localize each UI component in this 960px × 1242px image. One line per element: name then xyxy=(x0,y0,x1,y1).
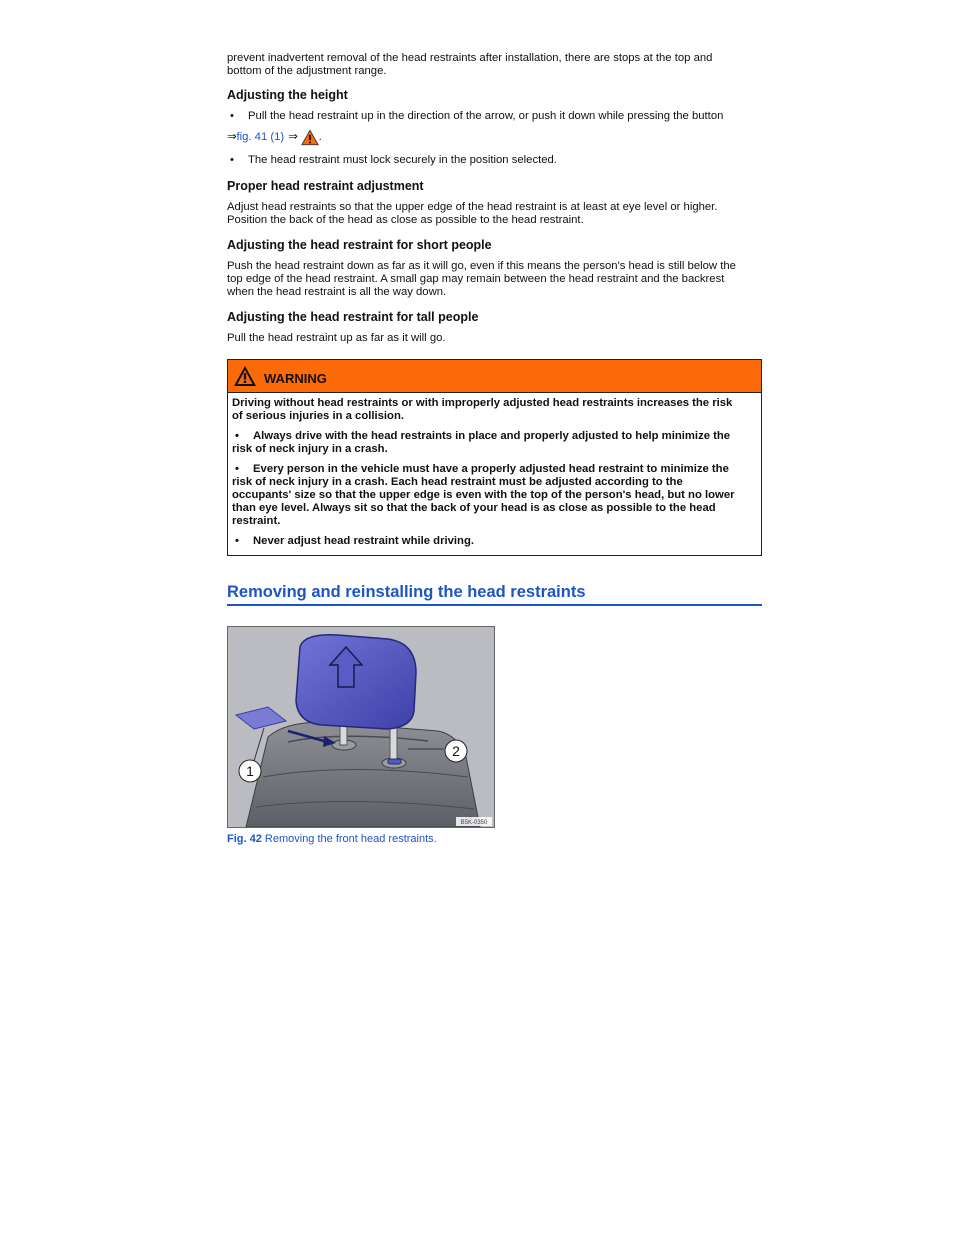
figure-code: B5K-0350 xyxy=(460,820,488,826)
fig-41-link[interactable]: fig. 41 (1) xyxy=(236,131,285,143)
figure-head-restraint xyxy=(227,626,495,828)
warning-box xyxy=(227,359,762,556)
intro-paragraph: prevent inadvertent removal of the head restraints after installation, there are stops at the top and bottom of the adjustment range. xyxy=(227,52,713,77)
figure-label: Fig. 42 xyxy=(227,833,262,845)
list-item: • Never adjust head restraint while driving. xyxy=(235,535,474,547)
callout-2: 2 xyxy=(452,743,460,759)
figure-caption xyxy=(227,833,437,846)
section-heading xyxy=(227,583,762,606)
warning-triangle-icon[interactable] xyxy=(301,129,319,146)
list-item: • Always drive with the head restraints in place and properly adjusted to help minimize the xyxy=(235,430,731,442)
warning-triangle-icon xyxy=(233,365,257,387)
warning-intro: Driving without head restraints or with improperly adjusted head restraints increases the risk of serious injuries in a collision. xyxy=(232,397,733,422)
section-divider xyxy=(227,604,762,606)
figure-caption-text: Removing the front head restraints. xyxy=(264,833,437,845)
list-item: • The head restraint must lock securely in the position selected. xyxy=(230,154,557,166)
warning-header xyxy=(228,360,761,393)
heading-tall-people: Adjusting the head restraint for tall people xyxy=(227,310,479,324)
paragraph: Push the head restraint down as far as it will go, even if this means the person's head is still below the top edge of the head restraint. A small gap may remain between the head restraint and the backrest when the head restraint is all the way down. xyxy=(227,260,736,298)
warning-body: Driving without head restraints or with improperly adjusted head restraints increases the risk of serious injuries in a collision. • Always drive with the head restraints in place and properly adjusted to help minimize the risk of neck injury in a crash. • Every person in the vehicle must have a properly adjusted head restraint to minimize the risk of neck injury in a crash. Each head restraint must be adjusted according to the occupants' size so that the upper edge is even with the top of the person's head, but no lower than eye level. Always sit so that the back of your head is as close as possible to the head restraint. • Never adjust head restraint while driving. xyxy=(228,393,761,548)
page-content xyxy=(227,52,762,356)
list-item: • Every person in the vehicle must have a properly adjusted head restraint to minimize the xyxy=(235,463,729,475)
callout-1: 1 xyxy=(246,763,254,779)
warning-title: WARNING xyxy=(264,370,327,386)
list-item: • Pull the head restraint up in the direction of the arrow, or push it down while pressing the button xyxy=(230,110,724,122)
paragraph: Pull the head restraint up as far as it will go. xyxy=(227,332,446,344)
head-restraint-illustration xyxy=(228,627,494,827)
section-title: Removing and reinstalling the head restraints xyxy=(227,583,586,601)
paragraph: Adjust head restraints so that the upper edge of the head restraint is at least at eye level or higher. Position the back of the head as close as possible to the head restraint. xyxy=(227,201,718,226)
heading-proper-adjustment: Proper head restraint adjustment xyxy=(227,179,424,193)
heading-short-people: Adjusting the head restraint for short people xyxy=(227,238,492,252)
heading-adjusting-height: Adjusting the height xyxy=(227,88,348,102)
cross-reference: ⇒ fig. 41 (1) ⇒ . xyxy=(227,129,762,146)
